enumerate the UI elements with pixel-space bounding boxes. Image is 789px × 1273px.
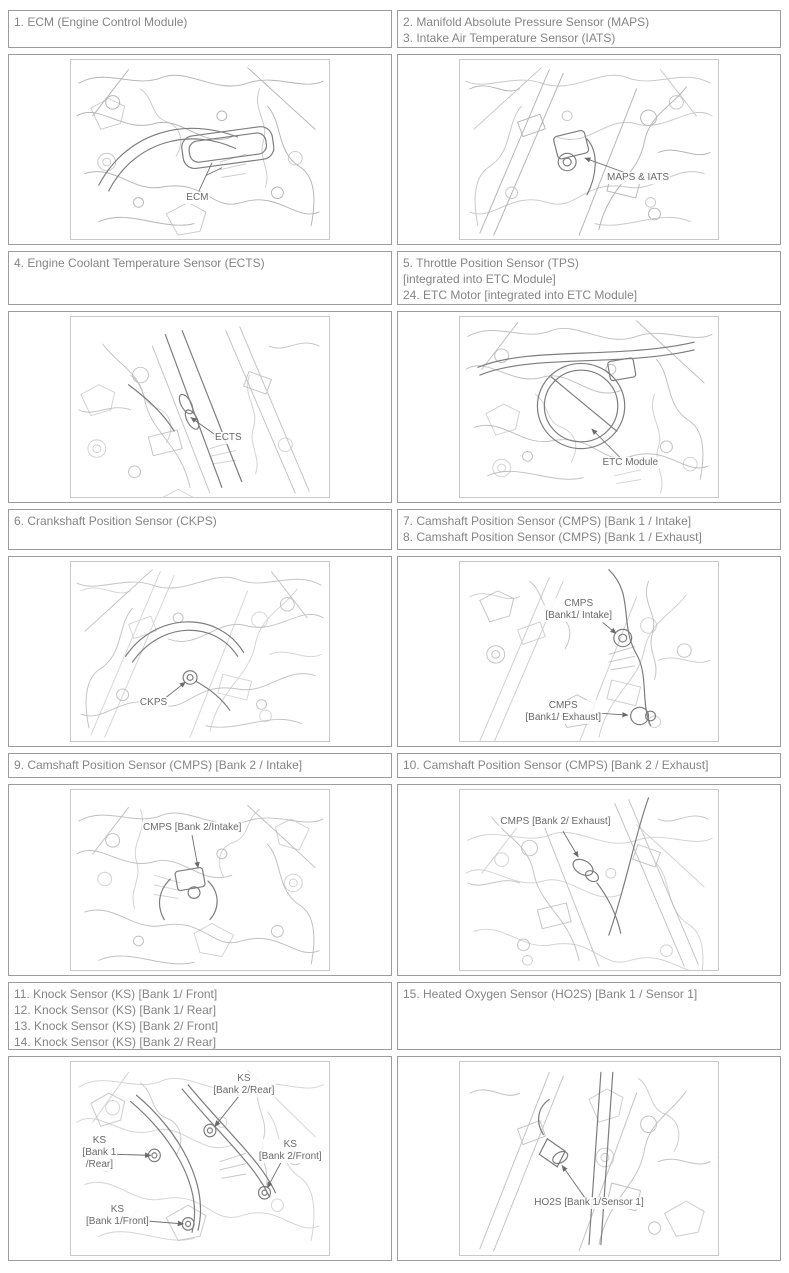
header-cell-knock-sensors <box>8 982 392 1050</box>
callout-ects: ECTS <box>215 431 242 443</box>
figure-cell-maps-iats <box>397 54 781 245</box>
figure-frame <box>459 561 719 742</box>
ckps-figure-art <box>71 562 329 741</box>
component-location-table <box>8 10 781 1261</box>
figure-frame <box>70 561 330 742</box>
component-label: 13. Knock Sensor (KS) [Bank 2/ Front] <box>14 1019 219 1033</box>
callout-ks-bank1-rear: KS [Bank 1 /Rear] <box>82 1134 117 1170</box>
callout-ks-bank1-front: KS [Bank 1/Front] <box>86 1204 149 1228</box>
component-label: 14. Knock Sensor (KS) [Bank 2/ Rear] <box>14 1035 217 1049</box>
component-label: 3. Intake Air Temperature Sensor (IATS) <box>403 31 616 45</box>
figure-frame <box>459 1061 719 1256</box>
callout-ks-bank2-rear: KS [Bank 2/Rear] <box>213 1073 275 1097</box>
figure-frame <box>70 59 330 240</box>
header-cell-cmps-bank1 <box>397 509 781 550</box>
component-label: 6. Crankshaft Position Sensor (CKPS) <box>14 514 217 528</box>
header-cell-ckps <box>8 509 392 550</box>
figure-frame <box>459 59 719 240</box>
etc-module-figure-art <box>460 317 718 497</box>
callout-ecm: ECM <box>186 191 209 203</box>
component-label: 15. Heated Oxygen Sensor (HO2S) [Bank 1 / Sensor 1] <box>403 987 698 1001</box>
component-label: 5. Throttle Position Sensor (TPS) <box>403 256 579 270</box>
component-label: 9. Camshaft Position Sensor (CMPS) [Bank 2 / Intake] <box>14 758 303 772</box>
figure-cell-knock-sensors <box>8 1056 392 1261</box>
callout-ckps: CKPS <box>139 697 168 709</box>
figure-cell-ects <box>8 311 392 503</box>
figure-frame <box>70 1061 330 1256</box>
figure-cell-cmps-bank2-exhaust <box>397 784 781 976</box>
component-label: 1. ECM (Engine Control Module) <box>14 15 188 29</box>
header-cell-cmps-bank2-exhaust <box>397 753 781 778</box>
figure-cell-cmps-bank1 <box>397 556 781 747</box>
callout-cmps-bank2-exhaust: CMPS [Bank 2/ Exhaust] <box>500 816 611 828</box>
component-label: 2. Manifold Absolute Pressure Sensor (MAPS) <box>403 15 650 29</box>
figure-frame <box>70 316 330 498</box>
callout-cmps-bank1-exhaust: CMPS [Bank1/ Exhaust] <box>525 700 601 724</box>
ecm-figure-art <box>71 60 329 239</box>
component-label: 24. ETC Motor [integrated into ETC Module] <box>403 288 638 302</box>
component-label: 12. Knock Sensor (KS) [Bank 1/ Rear] <box>14 1003 217 1017</box>
header-cell-maps-iats <box>397 10 781 48</box>
ho2s-figure-art <box>460 1062 718 1255</box>
header-cell-tps-etc <box>397 251 781 305</box>
component-label: 11. Knock Sensor (KS) [Bank 1/ Front] <box>14 987 218 1001</box>
figure-cell-ckps <box>8 556 392 747</box>
figure-cell-etc-module <box>397 311 781 503</box>
header-cell-cmps-bank2-intake <box>8 753 392 778</box>
maps-iats-figure-art <box>460 60 718 239</box>
figure-cell-cmps-bank2-intake <box>8 784 392 976</box>
component-label: 8. Camshaft Position Sensor (CMPS) [Bank 1 / Exhaust] <box>403 530 702 544</box>
callout-ho2s: HO2S [Bank 1/Sensor 1] <box>534 1196 644 1208</box>
figure-frame <box>459 316 719 498</box>
component-label: 10. Camshaft Position Sensor (CMPS) [Bank 2 / Exhaust] <box>403 758 709 772</box>
header-cell-ecm <box>8 10 392 48</box>
figure-cell-ecm <box>8 54 392 245</box>
header-cell-ects <box>8 251 392 305</box>
component-label: 4. Engine Coolant Temperature Sensor (ECTS) <box>14 256 265 270</box>
figure-cell-ho2s <box>397 1056 781 1261</box>
figure-frame <box>459 789 719 971</box>
callout-etc-module: ETC Module <box>602 456 659 468</box>
ects-figure-art <box>71 317 329 497</box>
callout-maps-iats: MAPS & IATS <box>606 172 670 184</box>
header-cell-ho2s <box>397 982 781 1050</box>
figure-frame <box>70 789 330 971</box>
callout-cmps-bank1-intake: CMPS [Bank1/ Intake] <box>545 598 613 622</box>
callout-ks-bank2-front: KS [Bank 2/Front] <box>258 1138 322 1162</box>
component-label: [integrated into ETC Module] <box>403 272 556 286</box>
cmps-bank2-intake-figure-art <box>71 790 329 970</box>
component-label: 7. Camshaft Position Sensor (CMPS) [Bank 1 / Intake] <box>403 514 692 528</box>
callout-cmps-bank2-intake: CMPS [Bank 2/Intake] <box>143 821 242 833</box>
